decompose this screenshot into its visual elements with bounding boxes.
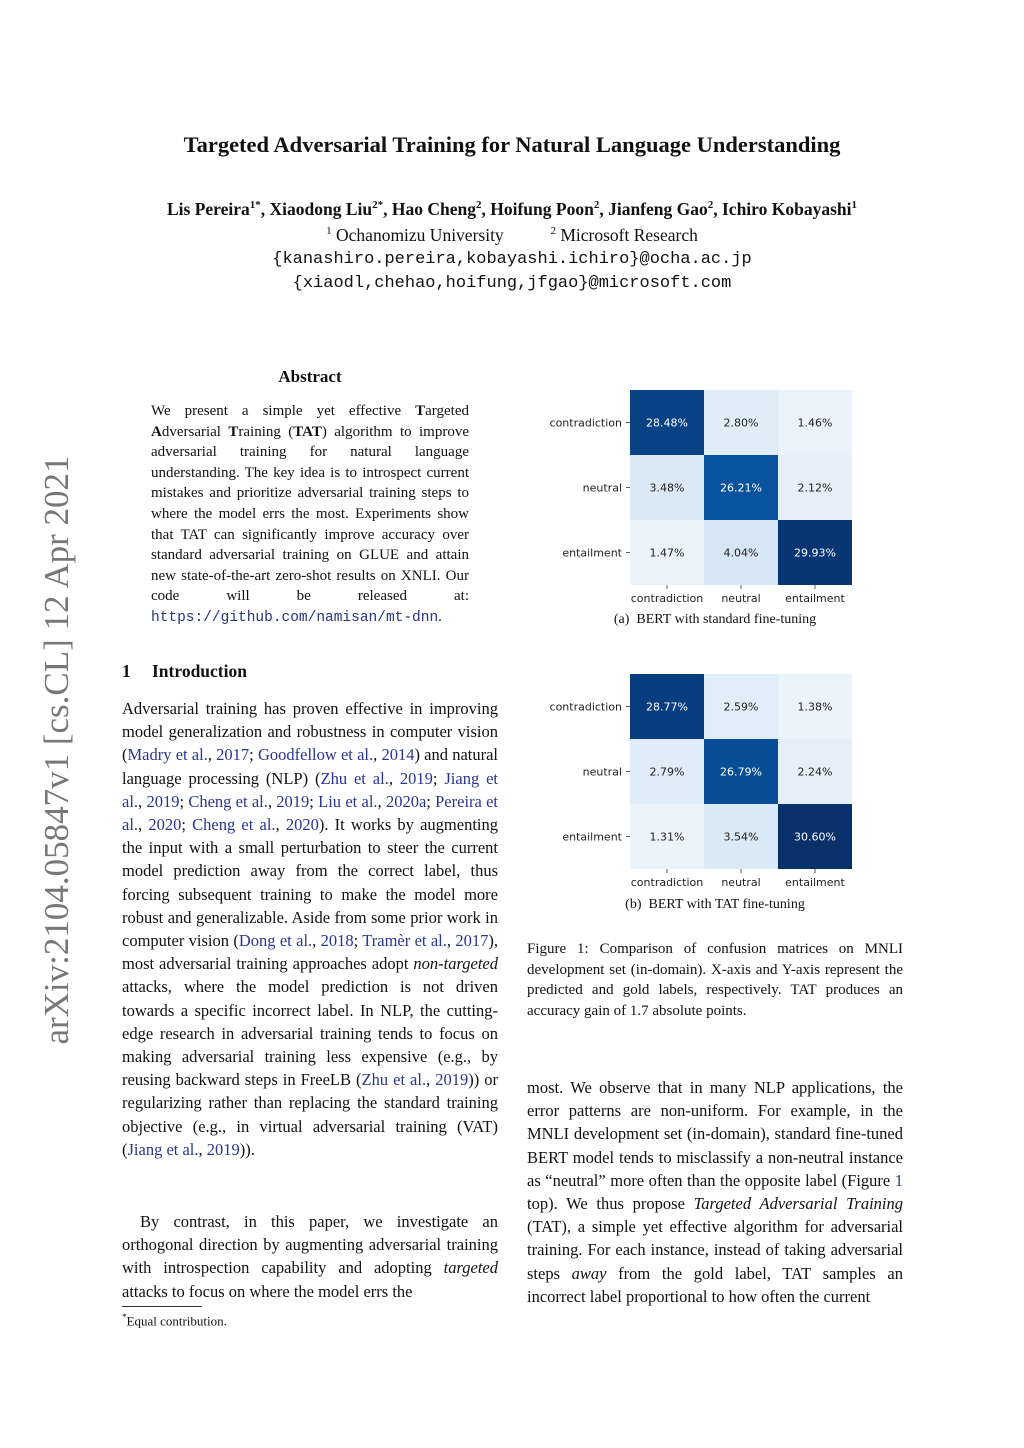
author-name: Ichiro Kobayashi	[722, 199, 852, 219]
section-heading-introduction: 1 Introduction	[122, 661, 247, 681]
code-link[interactable]: https://github.com/namisan/mt-dnn	[151, 609, 439, 626]
cell-value-label: 26.21%	[720, 481, 762, 495]
subcaption-a: (a) BERT with standard fine-tuning	[613, 612, 817, 627]
cell-value-label: 29.93%	[794, 546, 836, 560]
author-name: Xiaodong Liu	[269, 199, 373, 219]
cell-value-label: 2.79%	[649, 765, 685, 779]
cell-value-label: 28.48%	[646, 416, 688, 430]
cell-value-label: 26.79%	[720, 765, 762, 779]
col-tick-label: entailment	[785, 876, 845, 889]
intro-paragraph-2: By contrast, in this paper, we investigate an orthogonal direction by augmenting adversarial training with introspection capability and adopting targeted attacks to focus on where the model errs the	[122, 1212, 498, 1301]
author-name: Jianfeng Gao	[608, 199, 708, 219]
row-tick-label: neutral	[582, 481, 622, 495]
author-name: Hao Cheng	[391, 199, 476, 219]
author-name: Lis Pereira	[167, 199, 250, 219]
author-list: Lis Pereira$^{1*}$, Xiaodong Liu$^{2*}$, Hao Cheng$^2$, Hoifung Poon$^2$, Jianfeng Gao$^2$, Ichiro Kobayashi$^1$	[167, 199, 857, 219]
col-tick-label: contradiction	[630, 592, 704, 605]
cell-value-label: 2.80%	[723, 416, 759, 430]
citation-link[interactable]: Zhu et al.	[320, 768, 389, 788]
cell-value-label: 1.47%	[649, 546, 685, 560]
footnote: *Equal contribution.	[122, 1312, 227, 1329]
col-tick-label: neutral	[721, 592, 761, 605]
citation-link[interactable]: Cheng et al.	[188, 791, 268, 811]
abstract-body: We present a simple yet effective Targeted Adversarial Training (TAT) algorithm to improve adversarial training for natural language understanding. The key idea is to introspect current mistakes and prioritize adversarial training steps to where the model errs the most. Experiments show that TAT can significantly improve accuracy over standard adversarial training on GLUE and attain new state-of-the-art zero-shot results on XNLI. Our code will be released at: https://github.com/namisan/mt-dnn.	[151, 403, 470, 626]
row-tick-label: contradiction	[549, 700, 622, 714]
cell-value-label: 3.54%	[723, 830, 759, 844]
cell-value-label: 28.77%	[646, 700, 688, 714]
author-name: Hoifung Poon	[490, 199, 594, 219]
row-tick-label: contradiction	[549, 416, 622, 430]
row-tick-label: neutral	[582, 765, 622, 779]
citation-link[interactable]: Dong et al.	[238, 931, 313, 951]
row-tick-label: entailment	[562, 830, 622, 844]
email-line-2: {xiaodl,chehao,hoifung,jfgao}@microsoft.com	[292, 274, 732, 293]
cell-value-label: 4.04%	[723, 546, 759, 560]
confusion-matrix-bert	[540, 385, 870, 607]
cell-value-label: 1.31%	[649, 830, 685, 844]
citation-link[interactable]: Jiang et al.	[127, 1139, 199, 1159]
cell-value-label: 1.38%	[797, 700, 833, 714]
cell-value-label: 2.24%	[797, 765, 833, 779]
citation-link[interactable]: Tramèr et al.	[362, 931, 447, 951]
email-line-1: {kanashiro.pereira,kobayashi.ichiro}@ocha.ac.jp	[272, 250, 752, 269]
cell-value-label: 30.60%	[794, 830, 836, 844]
col-tick-label: contradiction	[630, 876, 704, 889]
affiliations: $^1$ Ochanomizu University $^2$ Microsoft Research	[326, 225, 698, 245]
citation-link[interactable]: Liu et al.	[318, 791, 378, 811]
row-tick-label: entailment	[562, 546, 622, 560]
abstract-heading: Abstract	[278, 367, 342, 386]
col-tick-label: neutral	[721, 876, 761, 889]
intro-paragraph-1: Adversarial training has proven effective in improving model generalization and robustness in computer vision (Madry et al., 2017; Goodfellow et al., 2014) and natural language processing (NLP) (Zhu et al., 2019; Jiang et al., 2019; Cheng et al., 2019; Liu et al., 2020a; Pereira et al., 2020; Cheng et al., 2020). It works by augmenting the input with a small perturbation to steer the current model prediction away from the correct label, thus forcing subsequent training to make the model more robust and generalizable. Aside from some prior work in computer vision (Dong et al., 2018; Tramèr et al., 2017), most adversarial training approaches adopt non-targeted attacks, where the model prediction is not driven towards a specific incorrect label. In NLP, the cutting-edge research in adversarial training tends to focus on making adversarial training less expensive (e.g., by reusing backward steps in FreeLB (Zhu et al., 2019)) or regularizing rather than replacing the standard training objective (e.g., in virtual adversarial training (VAT) (Jiang et al., 2019)).	[122, 699, 499, 1159]
right-column-paragraph: most. We observe that in many NLP applications, the error patterns are non-uniform. For example, in the MNLI development set (in-domain), standard fine-tuned BERT model tends to misclassify a non-neutral instance as “neutral” more often than the opposite label (Figure 1 top). We thus propose Targeted Adversarial Training (TAT), a simple yet effective algorithm for adversarial training. For each instance, instead of taking adversarial steps away from the gold label, TAT samples an incorrect label proportional to how often the current	[527, 1078, 903, 1306]
citation-link[interactable]: Madry et al.	[127, 745, 208, 765]
cell-value-label: 2.59%	[723, 700, 759, 714]
paper-title: Targeted Adversarial Training for Natural Language Understanding	[183, 132, 841, 157]
citation-link[interactable]: Zhu et al.	[361, 1070, 427, 1090]
figure-reference-link[interactable]: 1	[894, 1170, 903, 1190]
citation-link[interactable]: Jiang et al.	[122, 768, 498, 811]
cell-value-label: 2.12%	[797, 481, 833, 495]
citation-link[interactable]: Pereira et al.	[122, 791, 499, 835]
col-tick-label: entailment	[785, 592, 845, 605]
figure-caption: Figure 1: Comparison of confusion matrices on MNLI development set (in-domain). X-axis and Y-axis represent the predicted and gold labels, respectively. TAT produces an accuracy gain of 1.7 absolute points.	[527, 941, 903, 1019]
footnote-divider	[122, 1306, 202, 1307]
confusion-matrix-tat	[540, 669, 870, 891]
cell-value-label: 1.46%	[797, 416, 833, 430]
citation-link[interactable]: Goodfellow et al.	[257, 745, 374, 765]
citation-link[interactable]: Cheng et al.	[192, 815, 276, 835]
cell-value-label: 3.48%	[649, 481, 685, 495]
subcaption-b: (b) BERT with TAT fine-tuning	[625, 897, 805, 912]
